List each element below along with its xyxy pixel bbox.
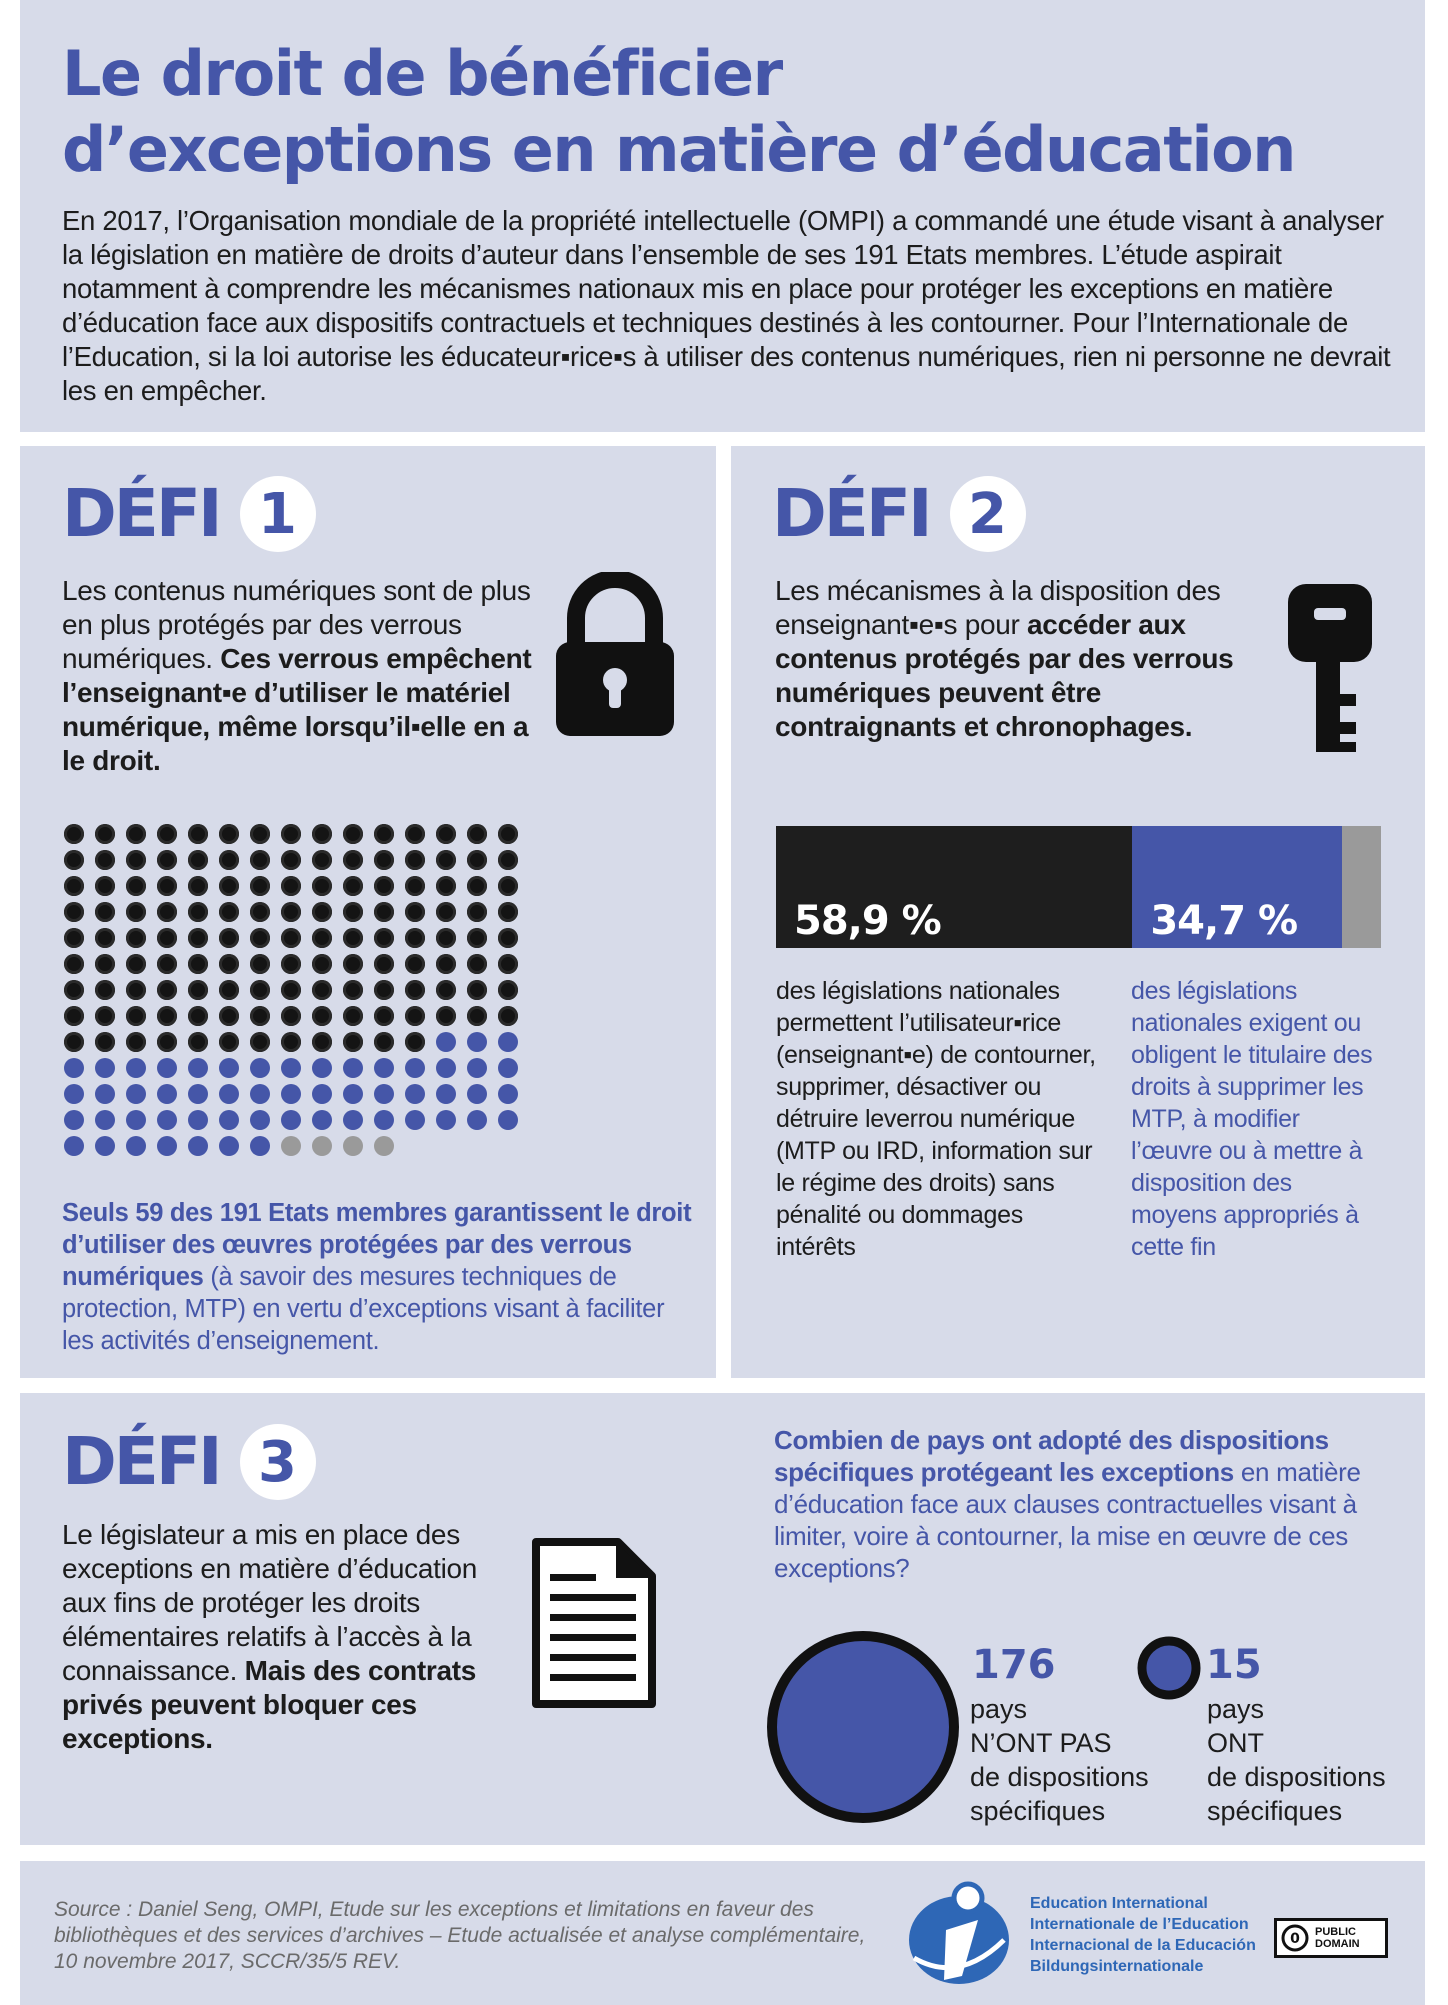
dot-black [95,928,115,948]
dot-blue [281,1084,301,1104]
dot-black [467,980,487,1000]
dot-black [250,954,270,974]
dot-blue [64,1084,84,1104]
dot-black [281,850,301,870]
dot-blue [436,1058,456,1078]
dot-black [157,954,177,974]
dot-blue [343,1084,363,1104]
public-domain-label [1315,1926,1360,1950]
dot-black [312,980,332,1000]
dot-black [188,876,208,896]
public-domain-badge [1274,1918,1388,1958]
ei-logo-icon [904,1880,1014,1988]
dot-blue [343,1058,363,1078]
dot-blue [374,1110,394,1130]
dot-black [219,928,239,948]
dot-blue [95,1136,115,1156]
dot-blue [250,1084,270,1104]
dot-blue [436,1110,456,1130]
dot-black [188,902,208,922]
defi2-text-bold: accéder aux contenus protégés par des verrous numériques peuvent être contraignants et chronophages. [775,609,1234,742]
pd-line1: PUBLIC [1315,1926,1356,1938]
dot-blue [405,1058,425,1078]
stat2-value: 15 [1206,1642,1262,1688]
dot-black [64,980,84,1000]
dot-black [188,954,208,974]
dot-blue [95,1110,115,1130]
org-names [1030,1893,1256,1977]
dot-black [126,954,146,974]
dot-black [250,824,270,844]
dot-black [281,876,301,896]
defi2-desc-left: des législations nationales permettent l’utilisateur▪rice (enseignant▪e) de contourner, supprimer, désactiver ou détruire leverrou numérique (MTP ou IRD, information sur le régime des droits) sans pénalité ou dommages intérêts [776,977,1096,1261]
dot-black [157,1006,177,1026]
dot-black [64,824,84,844]
defi1-word: DÉFI [62,475,220,552]
dot-black [312,850,332,870]
dot-black [157,1032,177,1052]
dot-black [467,954,487,974]
dot-blue [405,1084,425,1104]
dot-black [374,1032,394,1052]
dot-black [250,928,270,948]
dot-blue [95,1084,115,1104]
dot-black [219,824,239,844]
public-domain-icon [1281,1924,1309,1952]
dot-black [250,850,270,870]
dot-black [126,1032,146,1052]
dot-black [219,1006,239,1026]
dot-black [95,954,115,974]
small-circle [1136,1635,1202,1701]
stat1-line3: de dispositions [970,1762,1149,1792]
defi1-heading [62,476,316,552]
source-text: Source : Daniel Seng, OMPI, Etude sur les exceptions et limitations en faveur des bibliothèques et des services d’archives – Etude actualisée et analyse complémentaire, 10 novembre 2017, SCCR/35/5 REV. [54,1898,866,1973]
dot-blue [219,1110,239,1130]
dot-black [467,902,487,922]
dot-black [436,902,456,922]
dot-blue [374,1058,394,1078]
dot-black [126,824,146,844]
dot-black [405,980,425,1000]
dot-black [436,850,456,870]
dot-black [374,850,394,870]
dot-black [498,824,518,844]
stat1-line2: N’ONT PAS [970,1728,1112,1758]
dot-black [312,876,332,896]
dot-black [126,850,146,870]
dot-blue [188,1084,208,1104]
dot-black [312,954,332,974]
dot-black [64,850,84,870]
dot-black [219,902,239,922]
dot-black [219,980,239,1000]
dot-blue [405,1110,425,1130]
stat2-line4: spécifiques [1207,1796,1343,1826]
dot-black [498,928,518,948]
dot-black [95,824,115,844]
dot-black [64,928,84,948]
dot-black [281,1032,301,1052]
dot-blue [188,1110,208,1130]
dot-black [188,1032,208,1052]
dot-black [312,824,332,844]
dot-black [157,876,177,896]
dot-black [126,876,146,896]
dot-black [281,1006,301,1026]
dot-blue [312,1110,332,1130]
dot-black [312,902,332,922]
dot-blue [250,1136,270,1156]
defi2-heading [772,476,1026,552]
dot-black [250,902,270,922]
dot-black [405,850,425,870]
dot-black [343,954,363,974]
dot-black [95,1032,115,1052]
dot-blue [467,1058,487,1078]
dot-gray [374,1136,394,1156]
pd-line2: DOMAIN [1315,1938,1360,1950]
dot-black [405,902,425,922]
bar-segment-label: 34,7 % [1150,898,1298,944]
defi3-number: 3 [240,1424,316,1500]
stacked-bar [776,826,1381,948]
dot-blue [281,1058,301,1078]
dot-black [64,1032,84,1052]
dot-grid [64,824,528,1162]
dot-black [374,980,394,1000]
dot-black [188,928,208,948]
defi1-caption [62,1197,702,1357]
defi1-text [62,574,532,778]
bar-segment-label: 58,9 % [794,898,941,944]
defi1-text-bold: Ces verrous empêchent l’enseignant▪e d’utiliser le matériel numérique, même lorsqu’il▪elle en a le droit. [62,643,532,776]
dot-black [95,902,115,922]
dot-black [436,876,456,896]
dot-black [219,954,239,974]
dot-black [467,1006,487,1026]
defi2-number: 2 [950,476,1026,552]
dot-black [95,1006,115,1026]
dot-black [157,928,177,948]
defi3-word: DÉFI [62,1423,220,1500]
defi2-desc-right: des législations nationales exigent ou obligent le titulaire des droits à supprimer les MTP, à modifier l’œuvre ou à mettre à disposition des moyens appropriés à cette fin [1131,977,1373,1261]
dot-black [126,980,146,1000]
dot-blue [498,1084,518,1104]
dot-gray [281,1136,301,1156]
dot-black [498,902,518,922]
dot-black [436,980,456,1000]
dot-black [157,902,177,922]
dot-blue [498,1032,518,1052]
org-line-3: Internacional de la Educación [1030,1937,1256,1954]
dot-black [157,980,177,1000]
dot-blue [219,1136,239,1156]
dot-black [312,928,332,948]
dot-black [467,876,487,896]
dot-black [250,876,270,896]
stat2-desc [1207,1692,1386,1828]
dot-black [126,902,146,922]
dot-black [498,980,518,1000]
dot-black [95,980,115,1000]
dot-black [343,980,363,1000]
dot-black [64,1006,84,1026]
dot-black [188,980,208,1000]
dot-blue [436,1084,456,1104]
dot-black [312,1006,332,1026]
dot-blue [498,1110,518,1130]
dot-blue [64,1058,84,1078]
dot-blue [64,1136,84,1156]
dot-black [498,876,518,896]
dot-gray [343,1136,363,1156]
dot-blue [64,1110,84,1130]
dot-blue [157,1084,177,1104]
dot-blue [498,1058,518,1078]
dot-blue [436,1032,456,1052]
org-line-4: Bildungsinternationale [1030,1958,1204,1975]
dot-blue [95,1058,115,1078]
dot-black [405,954,425,974]
dot-blue [157,1110,177,1130]
dot-blue [250,1058,270,1078]
svg-text:0: 0 [1290,1931,1300,1947]
defi1-caption-bold: Seuls 59 des 191 Etats membres garantissent le droit d’utiliser des œuvres protégées par des verrous numériques [62,1199,692,1291]
dot-blue [157,1136,177,1156]
dot-black [498,954,518,974]
dot-black [281,980,301,1000]
defi3-question-plain: en matière d’éducation face aux clauses contractuelles visant à limiter, voire à contourner, la mise en œuvre de ces exceptions? [774,1457,1361,1583]
stat1-line4: spécifiques [970,1796,1106,1826]
dot-black [281,928,301,948]
title-line-1: Le droit de bénéficier [62,37,782,110]
title-line-2: d’exceptions en matière d’éducation [62,113,1295,186]
dot-blue [126,1084,146,1104]
dot-black [374,954,394,974]
dot-black [219,850,239,870]
stat1-value: 176 [972,1642,1056,1688]
dot-blue [312,1058,332,1078]
dot-black [374,1006,394,1026]
dot-black [219,876,239,896]
dot-black [343,850,363,870]
bar-segment-1 [776,826,1132,948]
dot-blue [219,1084,239,1104]
dot-black [157,824,177,844]
defi3-text-bold: Mais des contrats privés peuvent bloquer ces exceptions. [62,1655,477,1754]
dot-black [281,954,301,974]
dot-black [405,824,425,844]
dot-blue [157,1058,177,1078]
dot-black [374,928,394,948]
dot-black [436,1006,456,1026]
dot-black [312,1032,332,1052]
dot-black [405,928,425,948]
defi3-text-plain: Le législateur a mis en place des exceptions en matière d’éducation aux fins de protéger les droits élémentaires relatifs à l’accès à la connaissance. [62,1519,478,1686]
defi3-heading [62,1424,316,1500]
dot-black [436,824,456,844]
org-line-2: Internationale de l’Education [1030,1916,1249,1933]
dot-black [498,850,518,870]
dot-black [64,876,84,896]
dot-black [64,902,84,922]
dot-blue [312,1084,332,1104]
dot-black [95,876,115,896]
dot-black [281,824,301,844]
dot-blue [126,1058,146,1078]
dot-black [343,1006,363,1026]
dot-black [343,1032,363,1052]
dot-black [95,850,115,870]
dot-blue [281,1110,301,1130]
dot-black [157,850,177,870]
dot-black [498,1006,518,1026]
dot-black [405,1032,425,1052]
stat1-desc [970,1692,1149,1828]
dot-black [64,954,84,974]
defi2-word: DÉFI [772,475,930,552]
bar-segment-3 [1342,826,1381,948]
dot-black [343,902,363,922]
document-icon [530,1536,658,1710]
dot-black [405,876,425,896]
dot-blue [126,1136,146,1156]
padlock-icon [554,572,676,738]
defi1-text-plain: Les contenus numériques sont de plus en plus protégés par des verrous numériques. [62,575,531,674]
dot-black [436,954,456,974]
dot-blue [343,1110,363,1130]
dot-blue [188,1136,208,1156]
dot-blue [374,1084,394,1104]
bar-segment-2 [1132,826,1342,948]
stat2-line1: pays [1207,1694,1265,1724]
dot-black [219,1032,239,1052]
dot-black [374,824,394,844]
dot-black [436,928,456,948]
dot-black [467,928,487,948]
stat2-line3: de dispositions [1207,1762,1386,1792]
dot-black [250,980,270,1000]
big-circle [766,1630,960,1824]
dot-black [374,876,394,896]
dot-blue [467,1110,487,1130]
defi1-number: 1 [240,476,316,552]
dot-black [126,928,146,948]
page-title [62,36,1382,188]
dot-blue [250,1110,270,1130]
dot-blue [219,1058,239,1078]
defi3-text [62,1518,512,1756]
dot-black [188,1006,208,1026]
intro-text: En 2017, l’Organisation mondiale de la propriété intellectuelle (OMPI) a commandé une étude visant à analyser la législation en matière de droits d’auteur dans l’ensemble de ses 191 Etats membres. L’étude aspirait notamment à comprendre les mécanismes nationaux mis en place pour protéger les exceptions en matière d’éducation face aux dispositifs contractuels et techniques destinés à les contourner. Pour l’Internationale de l’Education, si la loi autorise les éducateur▪rice▪s à utiliser des contenus numériques, rien ni personne ne devrait les en empêcher. [62,205,1391,406]
defi3-question-bold: Combien de pays ont adopté des dispositions spécifiques protégeant les exceptions [774,1425,1329,1487]
stat1-line1: pays [970,1694,1028,1724]
dot-black [188,850,208,870]
dot-black [126,1006,146,1026]
dot-black [188,824,208,844]
dot-black [467,824,487,844]
dot-black [343,876,363,896]
dot-black [405,1006,425,1026]
dot-black [374,902,394,922]
dot-blue [188,1058,208,1078]
dot-black [250,1006,270,1026]
dot-black [281,902,301,922]
dot-black [343,824,363,844]
dot-black [250,1032,270,1052]
key-icon [1286,582,1374,754]
defi1-caption-plain: (à savoir des mesures techniques de protection, MTP) en vertu d’exceptions visant à faciliter les activités d’enseignement. [62,1263,665,1355]
dot-gray [312,1136,332,1156]
dot-blue [126,1110,146,1130]
dot-black [467,850,487,870]
stat2-line2: ONT [1207,1728,1264,1758]
dot-black [343,928,363,948]
defi2-text-plain: Les mécanismes à la disposition des enseignant▪e▪s pour [775,575,1221,640]
defi2-text [775,574,1265,744]
dot-blue [467,1032,487,1052]
dot-blue [467,1084,487,1104]
org-line-1: Education International [1030,1895,1208,1912]
defi3-question [774,1424,1394,1584]
